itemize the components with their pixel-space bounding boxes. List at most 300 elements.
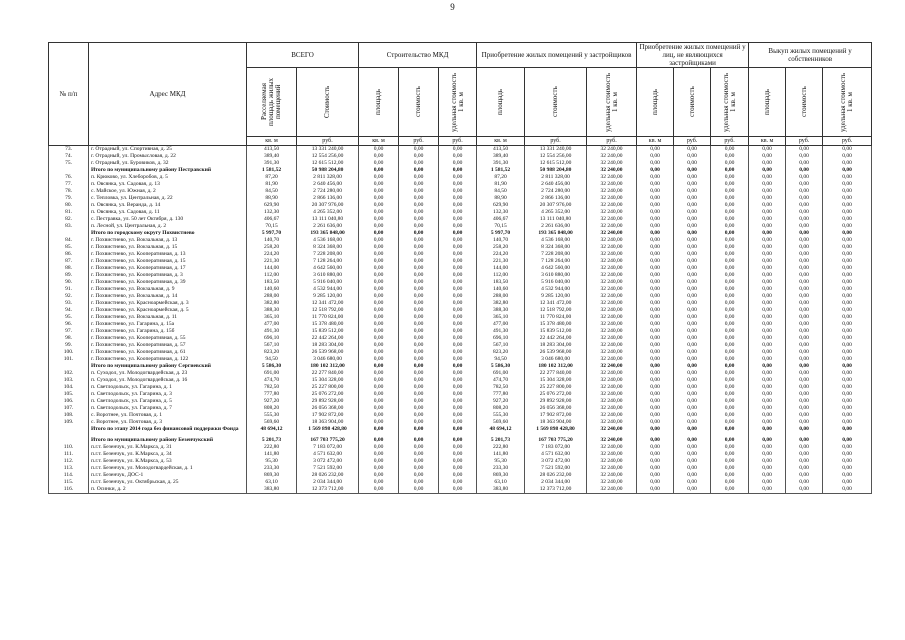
- buyout-area: 0,00: [749, 314, 786, 321]
- developer-cost: 2 261 636,00: [525, 223, 587, 230]
- total-area: 869,30: [247, 472, 297, 479]
- developer-area: 782,50: [477, 384, 525, 391]
- buyout-unit-cost: 0,00: [823, 472, 872, 479]
- buyout-area: 0,00: [749, 258, 786, 265]
- header-unit: кв. м: [477, 137, 525, 146]
- construction-unit-cost: 0,00: [439, 363, 477, 370]
- buyout-unit-cost: 0,00: [823, 398, 872, 405]
- row-number: 116.: [49, 486, 89, 494]
- row-number: 105.: [49, 391, 89, 398]
- developer-unit-cost: 32 240,00: [587, 188, 637, 195]
- buyout-unit-cost: 0,00: [823, 335, 872, 342]
- table-row: [49, 451, 872, 458]
- row-number: 80.: [49, 202, 89, 209]
- buyout-cost: 0,00: [786, 293, 823, 300]
- row-address: Итого по муниципальному району Пестравский: [89, 167, 247, 174]
- row-address: п. Лесной, ул. Центральная, д. 2: [89, 223, 247, 230]
- buyout-unit-cost: 0,00: [823, 342, 872, 349]
- developer-area: 869,30: [477, 472, 525, 479]
- buyout-unit-cost: 0,00: [823, 391, 872, 398]
- other-unit-cost: 0,00: [711, 398, 749, 405]
- other-cost: 0,00: [674, 244, 711, 251]
- header-subcolumn: стоимость: [674, 68, 711, 137]
- construction-area: 0,00: [359, 356, 399, 363]
- header-unit: руб.: [525, 137, 587, 146]
- total-cost: 7 128 264,00: [297, 258, 359, 265]
- construction-cost: 0,00: [399, 486, 439, 494]
- total-cost: 4 265 352,00: [297, 209, 359, 216]
- buyout-unit-cost: 0,00: [823, 265, 872, 272]
- header-unit: кв. м: [247, 137, 297, 146]
- construction-unit-cost: 0,00: [439, 451, 477, 458]
- row-address: г. Похвистнево, ул. Гагарина, д. 15б: [89, 328, 247, 335]
- developer-cost: 29 892 928,00: [525, 398, 587, 405]
- other-cost: 0,00: [674, 321, 711, 328]
- other-area: 0,00: [637, 272, 674, 279]
- construction-unit-cost: 0,00: [439, 458, 477, 465]
- total-area: 144,00: [247, 265, 297, 272]
- construction-cost: 0,00: [399, 223, 439, 230]
- other-unit-cost: 0,00: [711, 307, 749, 314]
- construction-cost: 0,00: [399, 472, 439, 479]
- row-address: п.г.т. Безенчук, ул. К.Маркса, д. 31: [89, 444, 247, 451]
- total-area: 258,20: [247, 244, 297, 251]
- developer-area: 94,50: [477, 356, 525, 363]
- buyout-unit-cost: 0,00: [823, 349, 872, 356]
- total-area: 413,50: [247, 146, 297, 154]
- buyout-unit-cost: 0,00: [823, 174, 872, 181]
- buyout-unit-cost: 0,00: [823, 146, 872, 154]
- header-unit: кв. м: [749, 137, 786, 146]
- developer-cost: 167 703 775,20: [525, 437, 587, 444]
- developer-area: 222,80: [477, 444, 525, 451]
- total-cost: 12 518 792,00: [297, 307, 359, 314]
- construction-cost: 0,00: [399, 202, 439, 209]
- developer-cost: 7 128 264,00: [525, 258, 587, 265]
- total-cost: 26 539 968,00: [297, 349, 359, 356]
- buyout-unit-cost: 0,00: [823, 370, 872, 377]
- buyout-cost: 0,00: [786, 251, 823, 258]
- developer-area: 391,30: [477, 160, 525, 167]
- other-unit-cost: 0,00: [711, 377, 749, 384]
- construction-cost: 0,00: [399, 342, 439, 349]
- header-group: Строительство МКД: [359, 43, 477, 68]
- total-cost: 17 902 872,00: [297, 412, 359, 419]
- developer-area: 183,50: [477, 279, 525, 286]
- total-row: [49, 437, 872, 444]
- total-cost: 7 183 072,00: [297, 444, 359, 451]
- construction-area: 0,00: [359, 272, 399, 279]
- row-address: Итого по этапу 2014 года без финансовой поддержки Фонда: [89, 426, 247, 433]
- buyout-area: 0,00: [749, 486, 786, 494]
- row-number: 110.: [49, 444, 89, 451]
- construction-area: 0,00: [359, 195, 399, 202]
- construction-cost: 0,00: [399, 174, 439, 181]
- construction-unit-cost: 0,00: [439, 279, 477, 286]
- construction-area: 0,00: [359, 216, 399, 223]
- developer-unit-cost: 32 240,00: [587, 230, 637, 237]
- buyout-area: 0,00: [749, 160, 786, 167]
- buyout-unit-cost: 0,00: [823, 160, 872, 167]
- total-area: 112,00: [247, 272, 297, 279]
- total-area: 555,30: [247, 412, 297, 419]
- buyout-cost: 0,00: [786, 216, 823, 223]
- buyout-area: 0,00: [749, 335, 786, 342]
- buyout-cost: 0,00: [786, 314, 823, 321]
- other-unit-cost: 0,00: [711, 265, 749, 272]
- row-address: Итого по муниципальному району Безенчукский: [89, 437, 247, 444]
- row-number: 92.: [49, 293, 89, 300]
- construction-unit-cost: 0,00: [439, 321, 477, 328]
- buyout-cost: 0,00: [786, 279, 823, 286]
- developer-area: 629,90: [477, 202, 525, 209]
- other-unit-cost: 0,00: [711, 321, 749, 328]
- developer-unit-cost: 32 240,00: [587, 300, 637, 307]
- table-row: [49, 384, 872, 391]
- header-unit: руб.: [399, 137, 439, 146]
- developer-cost: 1 569 898 428,80: [525, 426, 587, 433]
- developer-area: 389,40: [477, 153, 525, 160]
- buyout-unit-cost: 0,00: [823, 251, 872, 258]
- buyout-area: 0,00: [749, 188, 786, 195]
- buyout-area: 0,00: [749, 244, 786, 251]
- total-cost: 26 056 368,00: [297, 405, 359, 412]
- total-area: 1 581,52: [247, 167, 297, 174]
- row-address: г. Похвистнево, ул. Вокзальная, д. 14: [89, 293, 247, 300]
- row-number: 104.: [49, 384, 89, 391]
- other-unit-cost: 0,00: [711, 458, 749, 465]
- table-row: [49, 258, 872, 265]
- header-subcolumn: удельная стоимость 1 кв. м: [439, 68, 477, 137]
- other-unit-cost: 0,00: [711, 293, 749, 300]
- construction-area: 0,00: [359, 307, 399, 314]
- developer-cost: 180 102 312,00: [525, 363, 587, 370]
- total-cost: 12 341 472,00: [297, 300, 359, 307]
- other-area: 0,00: [637, 174, 674, 181]
- table-row: [49, 272, 872, 279]
- developer-unit-cost: 32 240,00: [587, 146, 637, 154]
- row-number: [49, 230, 89, 237]
- row-address: п. Овсянка, ул. Веранда, д. 14: [89, 202, 247, 209]
- developer-unit-cost: 32 240,00: [587, 265, 637, 272]
- buyout-area: 0,00: [749, 216, 786, 223]
- developer-unit-cost: 32 240,00: [587, 223, 637, 230]
- other-area: 0,00: [637, 335, 674, 342]
- construction-area: 0,00: [359, 279, 399, 286]
- total-area: 183,50: [247, 279, 297, 286]
- other-cost: 0,00: [674, 444, 711, 451]
- developer-area: 474,70: [477, 377, 525, 384]
- developer-area: 5 201,73: [477, 437, 525, 444]
- other-area: 0,00: [637, 237, 674, 244]
- developer-cost: 26 539 968,00: [525, 349, 587, 356]
- construction-cost: 0,00: [399, 153, 439, 160]
- other-area: 0,00: [637, 153, 674, 160]
- total-cost: 2 261 636,00: [297, 223, 359, 230]
- developer-unit-cost: 32 240,00: [587, 279, 637, 286]
- header-group: Выкуп жилых помещений у собственников: [749, 43, 872, 68]
- other-area: 0,00: [637, 363, 674, 370]
- buyout-unit-cost: 0,00: [823, 230, 872, 237]
- table-row: [49, 479, 872, 486]
- developer-unit-cost: 32 240,00: [587, 272, 637, 279]
- developer-area: 48 694,12: [477, 426, 525, 433]
- total-area: 388,30: [247, 307, 297, 314]
- buyout-unit-cost: 0,00: [823, 202, 872, 209]
- total-area: 48 694,12: [247, 426, 297, 433]
- construction-cost: 0,00: [399, 300, 439, 307]
- other-unit-cost: 0,00: [711, 444, 749, 451]
- table-row: [49, 465, 872, 472]
- developer-unit-cost: 32 240,00: [587, 486, 637, 494]
- developer-area: 233,30: [477, 465, 525, 472]
- other-cost: 0,00: [674, 202, 711, 209]
- buyout-unit-cost: 0,00: [823, 479, 872, 486]
- construction-area: 0,00: [359, 258, 399, 265]
- total-area: 491,30: [247, 328, 297, 335]
- row-address: с. Воротнее, ул. Почтовая, д. 3: [89, 419, 247, 426]
- other-cost: 0,00: [674, 458, 711, 465]
- total-cost: 193 365 848,00: [297, 230, 359, 237]
- buyout-area: 0,00: [749, 412, 786, 419]
- other-cost: 0,00: [674, 479, 711, 486]
- developer-cost: 4 571 632,00: [525, 451, 587, 458]
- other-unit-cost: 0,00: [711, 237, 749, 244]
- developer-area: 777,80: [477, 391, 525, 398]
- buyout-cost: 0,00: [786, 258, 823, 265]
- other-unit-cost: 0,00: [711, 426, 749, 433]
- construction-area: 0,00: [359, 370, 399, 377]
- construction-cost: 0,00: [399, 391, 439, 398]
- construction-cost: 0,00: [399, 451, 439, 458]
- other-cost: 0,00: [674, 300, 711, 307]
- buyout-unit-cost: 0,00: [823, 377, 872, 384]
- construction-area: 0,00: [359, 328, 399, 335]
- header-group: Приобретение жилых помещений у лиц, не являющихся застройщиками: [637, 43, 749, 68]
- row-number: 90.: [49, 279, 89, 286]
- buyout-unit-cost: 0,00: [823, 237, 872, 244]
- buyout-cost: 0,00: [786, 223, 823, 230]
- developer-unit-cost: 32 240,00: [587, 472, 637, 479]
- other-cost: 0,00: [674, 167, 711, 174]
- other-cost: 0,00: [674, 384, 711, 391]
- developer-unit-cost: 32 240,00: [587, 314, 637, 321]
- developer-unit-cost: 32 240,00: [587, 349, 637, 356]
- other-cost: 0,00: [674, 216, 711, 223]
- buyout-unit-cost: 0,00: [823, 321, 872, 328]
- total-cost: 25 227 800,00: [297, 384, 359, 391]
- other-area: 0,00: [637, 405, 674, 412]
- buyout-area: 0,00: [749, 279, 786, 286]
- other-unit-cost: 0,00: [711, 167, 749, 174]
- construction-area: 0,00: [359, 405, 399, 412]
- construction-area: 0,00: [359, 465, 399, 472]
- other-area: 0,00: [637, 160, 674, 167]
- other-area: 0,00: [637, 321, 674, 328]
- developer-cost: 50 988 204,80: [525, 167, 587, 174]
- buyout-cost: 0,00: [786, 174, 823, 181]
- total-cost: 7 228 208,00: [297, 251, 359, 258]
- other-area: 0,00: [637, 216, 674, 223]
- other-cost: 0,00: [674, 465, 711, 472]
- other-cost: 0,00: [674, 391, 711, 398]
- table-row: [49, 391, 872, 398]
- header-subcolumn: удельная стоимость 1 кв. м: [711, 68, 749, 137]
- buyout-cost: 0,00: [786, 363, 823, 370]
- row-number: 94.: [49, 307, 89, 314]
- other-cost: 0,00: [674, 237, 711, 244]
- buyout-area: 0,00: [749, 300, 786, 307]
- total-cost: 2 811 328,00: [297, 174, 359, 181]
- table-row: [49, 216, 872, 223]
- other-area: 0,00: [637, 349, 674, 356]
- total-area: 383,80: [247, 486, 297, 494]
- other-area: 0,00: [637, 293, 674, 300]
- developer-area: 258,20: [477, 244, 525, 251]
- construction-cost: 0,00: [399, 444, 439, 451]
- developer-area: 70,15: [477, 223, 525, 230]
- construction-unit-cost: 0,00: [439, 437, 477, 444]
- developer-cost: 20 307 976,00: [525, 202, 587, 209]
- construction-cost: 0,00: [399, 458, 439, 465]
- buyout-unit-cost: 0,00: [823, 216, 872, 223]
- row-address: п. Светлодольск, ул. Гагарина, д. 3: [89, 391, 247, 398]
- other-cost: 0,00: [674, 272, 711, 279]
- construction-area: 0,00: [359, 437, 399, 444]
- buyout-cost: 0,00: [786, 426, 823, 433]
- total-area: 629,90: [247, 202, 297, 209]
- buyout-unit-cost: 0,00: [823, 181, 872, 188]
- total-cost: 7 521 592,00: [297, 465, 359, 472]
- buyout-cost: 0,00: [786, 153, 823, 160]
- buyout-area: 0,00: [749, 174, 786, 181]
- buyout-unit-cost: 0,00: [823, 405, 872, 412]
- buyout-cost: 0,00: [786, 342, 823, 349]
- total-row: [49, 426, 872, 433]
- total-cost: 2 724 280,00: [297, 188, 359, 195]
- construction-unit-cost: 0,00: [439, 370, 477, 377]
- table-row: [49, 300, 872, 307]
- row-address: г. Похвистнево, ул. Вокзальная, д. 13: [89, 237, 247, 244]
- other-unit-cost: 0,00: [711, 160, 749, 167]
- table-row: [49, 174, 872, 181]
- total-area: 777,80: [247, 391, 297, 398]
- other-area: 0,00: [637, 419, 674, 426]
- buyout-area: 0,00: [749, 153, 786, 160]
- buyout-unit-cost: 0,00: [823, 167, 872, 174]
- construction-cost: 0,00: [399, 167, 439, 174]
- total-cost: 2 640 456,00: [297, 181, 359, 188]
- total-area: 389,40: [247, 153, 297, 160]
- total-area: 474,70: [247, 377, 297, 384]
- other-area: 0,00: [637, 370, 674, 377]
- developer-area: 406,67: [477, 216, 525, 223]
- housing-table: [48, 42, 872, 494]
- construction-unit-cost: 0,00: [439, 258, 477, 265]
- buyout-unit-cost: 0,00: [823, 444, 872, 451]
- developer-unit-cost: 32 240,00: [587, 419, 637, 426]
- header-subcolumn: удельная стоимость 1 кв. м: [823, 68, 872, 137]
- other-area: 0,00: [637, 202, 674, 209]
- total-cost: 4 532 944,00: [297, 286, 359, 293]
- other-cost: 0,00: [674, 363, 711, 370]
- other-area: 0,00: [637, 188, 674, 195]
- construction-area: 0,00: [359, 458, 399, 465]
- row-address: п. Осинки, д. 2: [89, 486, 247, 494]
- developer-cost: 5 916 040,00: [525, 279, 587, 286]
- other-unit-cost: 0,00: [711, 251, 749, 258]
- developer-unit-cost: 32 240,00: [587, 258, 637, 265]
- other-area: 0,00: [637, 465, 674, 472]
- developer-area: 95,30: [477, 458, 525, 465]
- developer-cost: 7 521 592,00: [525, 465, 587, 472]
- header-subcolumn: стоимость: [399, 68, 439, 137]
- total-cost: 18 283 304,00: [297, 342, 359, 349]
- table-row: [49, 335, 872, 342]
- other-cost: 0,00: [674, 405, 711, 412]
- other-unit-cost: 0,00: [711, 209, 749, 216]
- developer-area: 288,00: [477, 293, 525, 300]
- other-cost: 0,00: [674, 451, 711, 458]
- buyout-area: 0,00: [749, 398, 786, 405]
- header-unit: кв. м: [637, 137, 674, 146]
- other-unit-cost: 0,00: [711, 451, 749, 458]
- buyout-cost: 0,00: [786, 444, 823, 451]
- header-subcolumn: площадь: [477, 68, 525, 137]
- buyout-cost: 0,00: [786, 230, 823, 237]
- other-area: 0,00: [637, 398, 674, 405]
- developer-cost: 8 324 368,00: [525, 244, 587, 251]
- construction-cost: 0,00: [399, 181, 439, 188]
- developer-cost: 193 365 848,00: [525, 230, 587, 237]
- construction-unit-cost: 0,00: [439, 146, 477, 154]
- total-area: 406,67: [247, 216, 297, 223]
- other-cost: 0,00: [674, 437, 711, 444]
- total-area: 95,30: [247, 458, 297, 465]
- developer-unit-cost: 32 240,00: [587, 160, 637, 167]
- buyout-area: 0,00: [749, 237, 786, 244]
- total-area: 94,50: [247, 356, 297, 363]
- total-cost: 4 642 560,00: [297, 265, 359, 272]
- other-unit-cost: 0,00: [711, 314, 749, 321]
- developer-unit-cost: 32 240,00: [587, 174, 637, 181]
- buyout-unit-cost: 0,00: [823, 258, 872, 265]
- construction-cost: 0,00: [399, 272, 439, 279]
- table-row: [49, 202, 872, 209]
- other-unit-cost: 0,00: [711, 272, 749, 279]
- row-address: г. Похвистнево, ул. Красноармейская, д. 3: [89, 300, 247, 307]
- other-cost: 0,00: [674, 293, 711, 300]
- buyout-unit-cost: 0,00: [823, 286, 872, 293]
- construction-unit-cost: 0,00: [439, 412, 477, 419]
- developer-cost: 28 026 232,00: [525, 472, 587, 479]
- developer-cost: 13 331 240,00: [525, 146, 587, 154]
- other-area: 0,00: [637, 486, 674, 494]
- construction-area: 0,00: [359, 335, 399, 342]
- table-row: [49, 209, 872, 216]
- construction-cost: 0,00: [399, 216, 439, 223]
- construction-cost: 0,00: [399, 412, 439, 419]
- table-row: [49, 472, 872, 479]
- construction-area: 0,00: [359, 146, 399, 154]
- table-row: [49, 265, 872, 272]
- row-number: 93.: [49, 300, 89, 307]
- developer-cost: 15 378 480,00: [525, 321, 587, 328]
- buyout-cost: 0,00: [786, 244, 823, 251]
- buyout-area: 0,00: [749, 293, 786, 300]
- total-area: 823,20: [247, 349, 297, 356]
- developer-cost: 2 724 280,00: [525, 188, 587, 195]
